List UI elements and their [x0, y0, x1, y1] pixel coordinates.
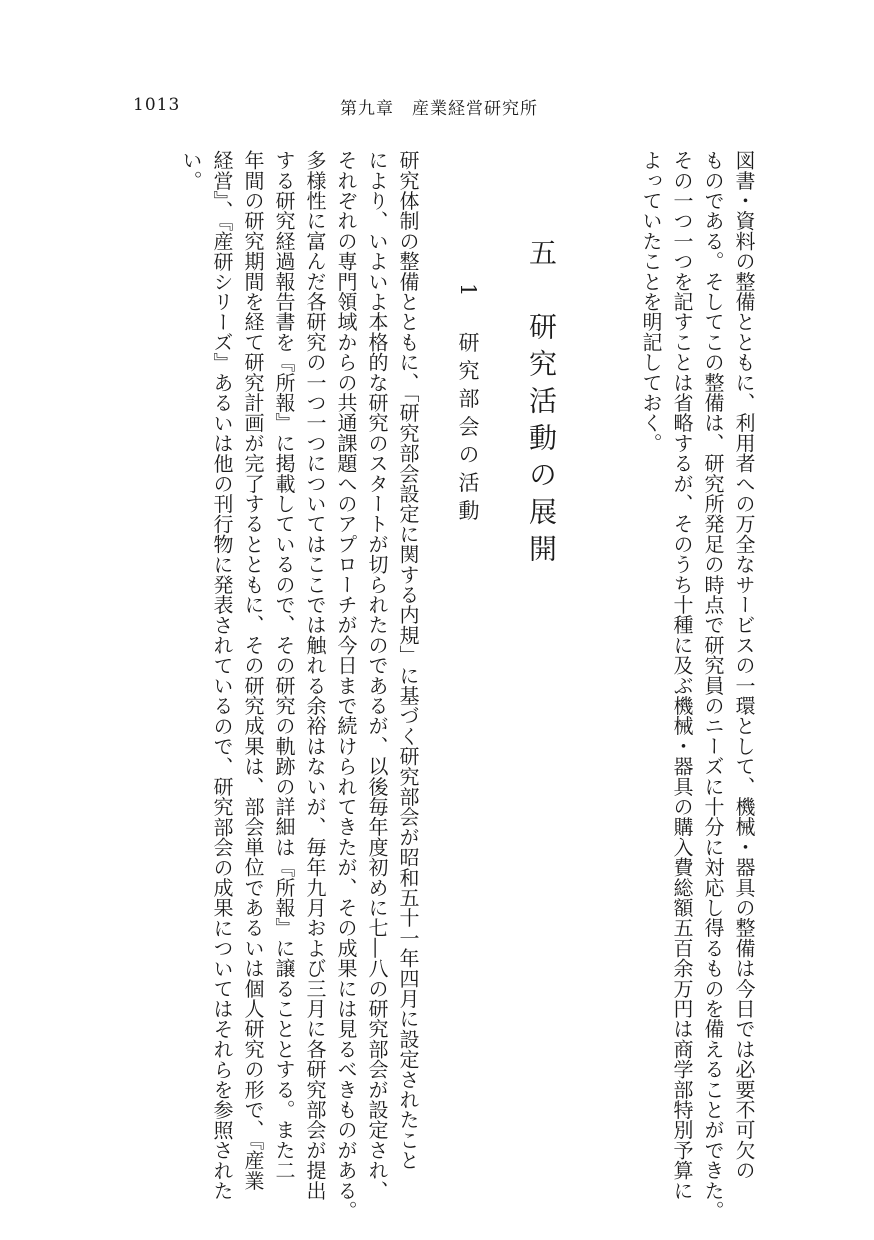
text-line: い。	[179, 150, 203, 191]
section-heading: 五 研究活動の展開	[525, 238, 558, 571]
running-head: 第九章 産業経営研究所	[340, 99, 538, 119]
text-line: 多様性に富んだ各研究の一つ一つについてはここでは触れる余裕はないが、毎年九月および三月に各研究部会が提出	[303, 150, 327, 1201]
text-line: により、いよいよ本格的な研究のスタートが切られたのであるが、以後毎年度初めに七―八の研究部会が設定され、	[365, 150, 389, 1201]
text-line: 図書・資料の整備とともに、利用者への万全なサービスの一環として、機械・器具の整備は今日では必要不可欠の	[732, 150, 756, 1181]
page-number: 1013	[133, 95, 181, 115]
text-line: 研究体制の整備とともに、「研究部会設定に関する内規」に基づく研究部会が昭和五十一年四月に設定されたこと	[396, 150, 420, 1171]
text-line: それぞれの専門領域からの共通課題へのアプローチが今日まで続けられてきたが、その成果には見るべきものがある。	[334, 150, 358, 1221]
text-line: する研究経過報告書を『所報』に掲載しているので、その研究の軌跡の詳細は『所報』に譲ることとする。また二	[272, 150, 296, 1181]
text-line: 経営』、『産研シリーズ』あるいは他の刊行物に発表されているので、研究部会の成果についてはそれらを参照された	[210, 150, 234, 1201]
text-line: 年間の研究期間を経て研究計画が完了するとともに、その研究成果は、部会単位であるいは個人研究の形で、『産業	[241, 150, 265, 1191]
subsection-heading: 1 研究部会の活動	[456, 283, 480, 528]
text-line: その一つ一つを記すことは省略するが、そのうち十種に及ぶ機械・器具の購入費総額五百余万円は商学部特別予算に	[670, 150, 694, 1201]
text-line: ものである。そしてこの整備は、研究所発足の時点で研究員のニーズに十分に対応し得るものを備えることができた。	[701, 150, 725, 1221]
text-line: よっていたことを明記しておく。	[639, 150, 663, 453]
